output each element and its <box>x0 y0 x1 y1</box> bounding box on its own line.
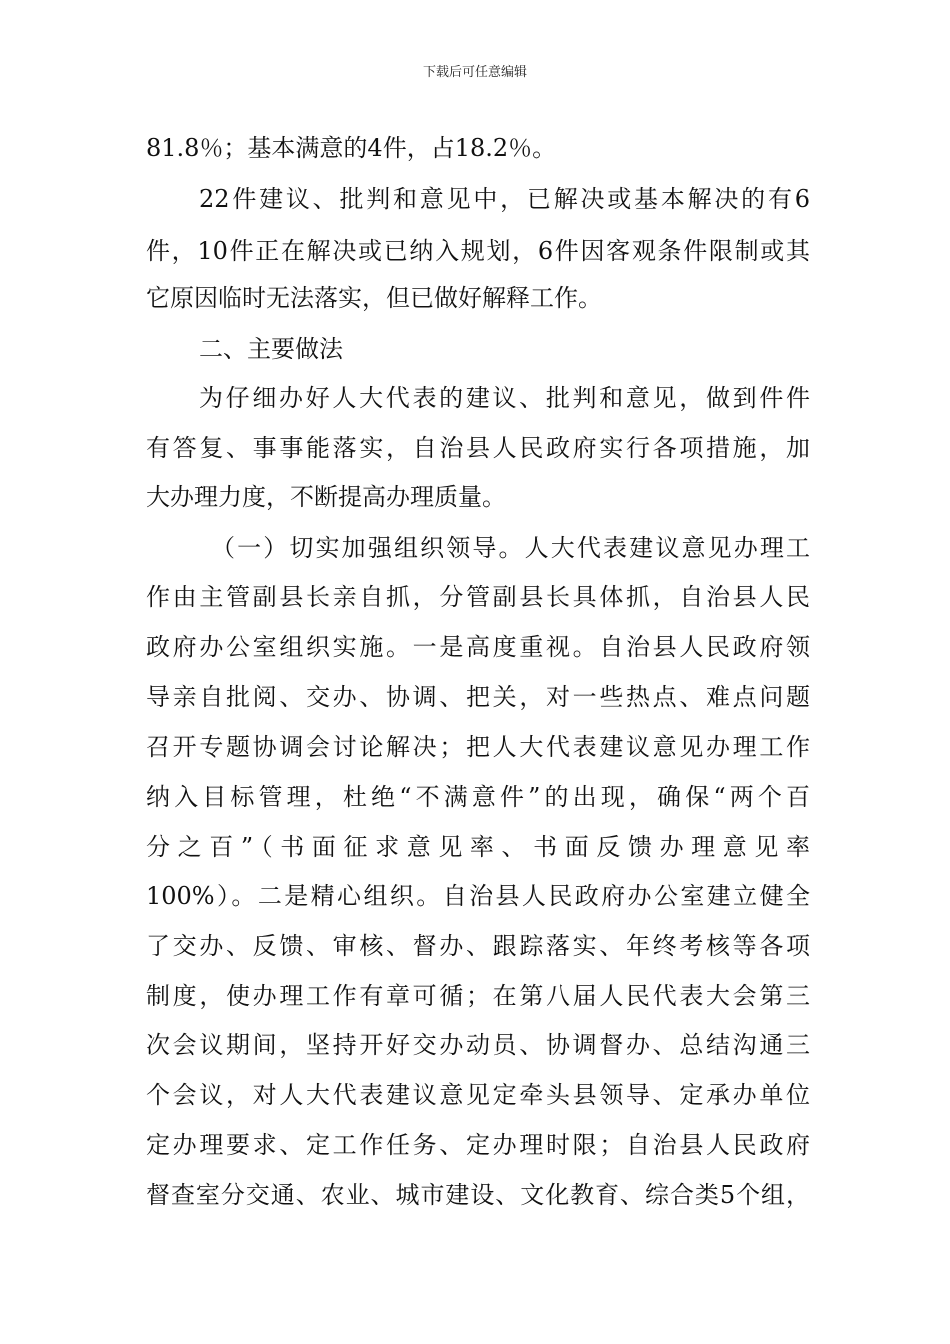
text-line: 100%）。二是精心组织。自治县人民政府办公室建立健全 <box>146 882 810 910</box>
text-line: 作由主管副县长亲自抓，分管副县长具体抓，自治县人民 <box>146 583 810 611</box>
text-line: 督查室分交通、农业、城市建设、文化教育、综合类5个组， <box>146 1181 810 1209</box>
page-header-note: 下载后可任意编辑 <box>422 65 527 80</box>
text-line: （一）切实加强组织领导。人大代表建议意见办理工 <box>211 534 810 562</box>
text-line: 政府办公室组织实施。一是高度重视。自治县人民政府领 <box>146 633 810 661</box>
text-line: 件，10件正在解决或已纳入规划，6件因客观条件限制或其 <box>146 237 810 265</box>
section-heading: 二、主要做法 <box>199 335 343 363</box>
text-line: 召开专题协调会讨论解决；把人大代表建议意见办理工作 <box>146 733 810 761</box>
text-line: 为仔细办好人大代表的建议、批判和意见，做到件件 <box>199 384 810 412</box>
text-line: 制度，使办理工作有章可循；在第八届人民代表大会第三 <box>146 982 810 1010</box>
text-line: 定办理要求、定工作任务、定办理时限；自治县人民政府 <box>146 1131 810 1159</box>
text-line: 导亲自批阅、交办、协调、把关，对一些热点、难点问题 <box>146 683 810 711</box>
text-line: 次会议期间，坚持开好交办动员、协调督办、总结沟通三 <box>146 1031 810 1059</box>
text-line: 有答复、事事能落实，自治县人民政府实行各项措施，加 <box>146 434 810 462</box>
text-line: 个会议，对人大代表建议意见定牵头县领导、定承办单位 <box>146 1081 810 1109</box>
text-line: 分之百”（书面征求意见率、书面反馈办理意见率 <box>146 833 810 861</box>
text-line: 纳入目标管理，杜绝“不满意件”的出现，确保“两个百 <box>146 783 810 811</box>
text-line: 81.8％；基本满意的4件，占18.2％。 <box>146 134 557 162</box>
text-line: 22件建议、批判和意见中，已解决或基本解决的有6 <box>199 185 810 213</box>
text-line: 大办理力度，不断提高办理质量。 <box>146 483 506 511</box>
text-line: 它原因临时无法落实，但已做好解释工作。 <box>146 284 602 312</box>
text-line: 了交办、反馈、审核、督办、跟踪落实、年终考核等各项 <box>146 932 810 960</box>
